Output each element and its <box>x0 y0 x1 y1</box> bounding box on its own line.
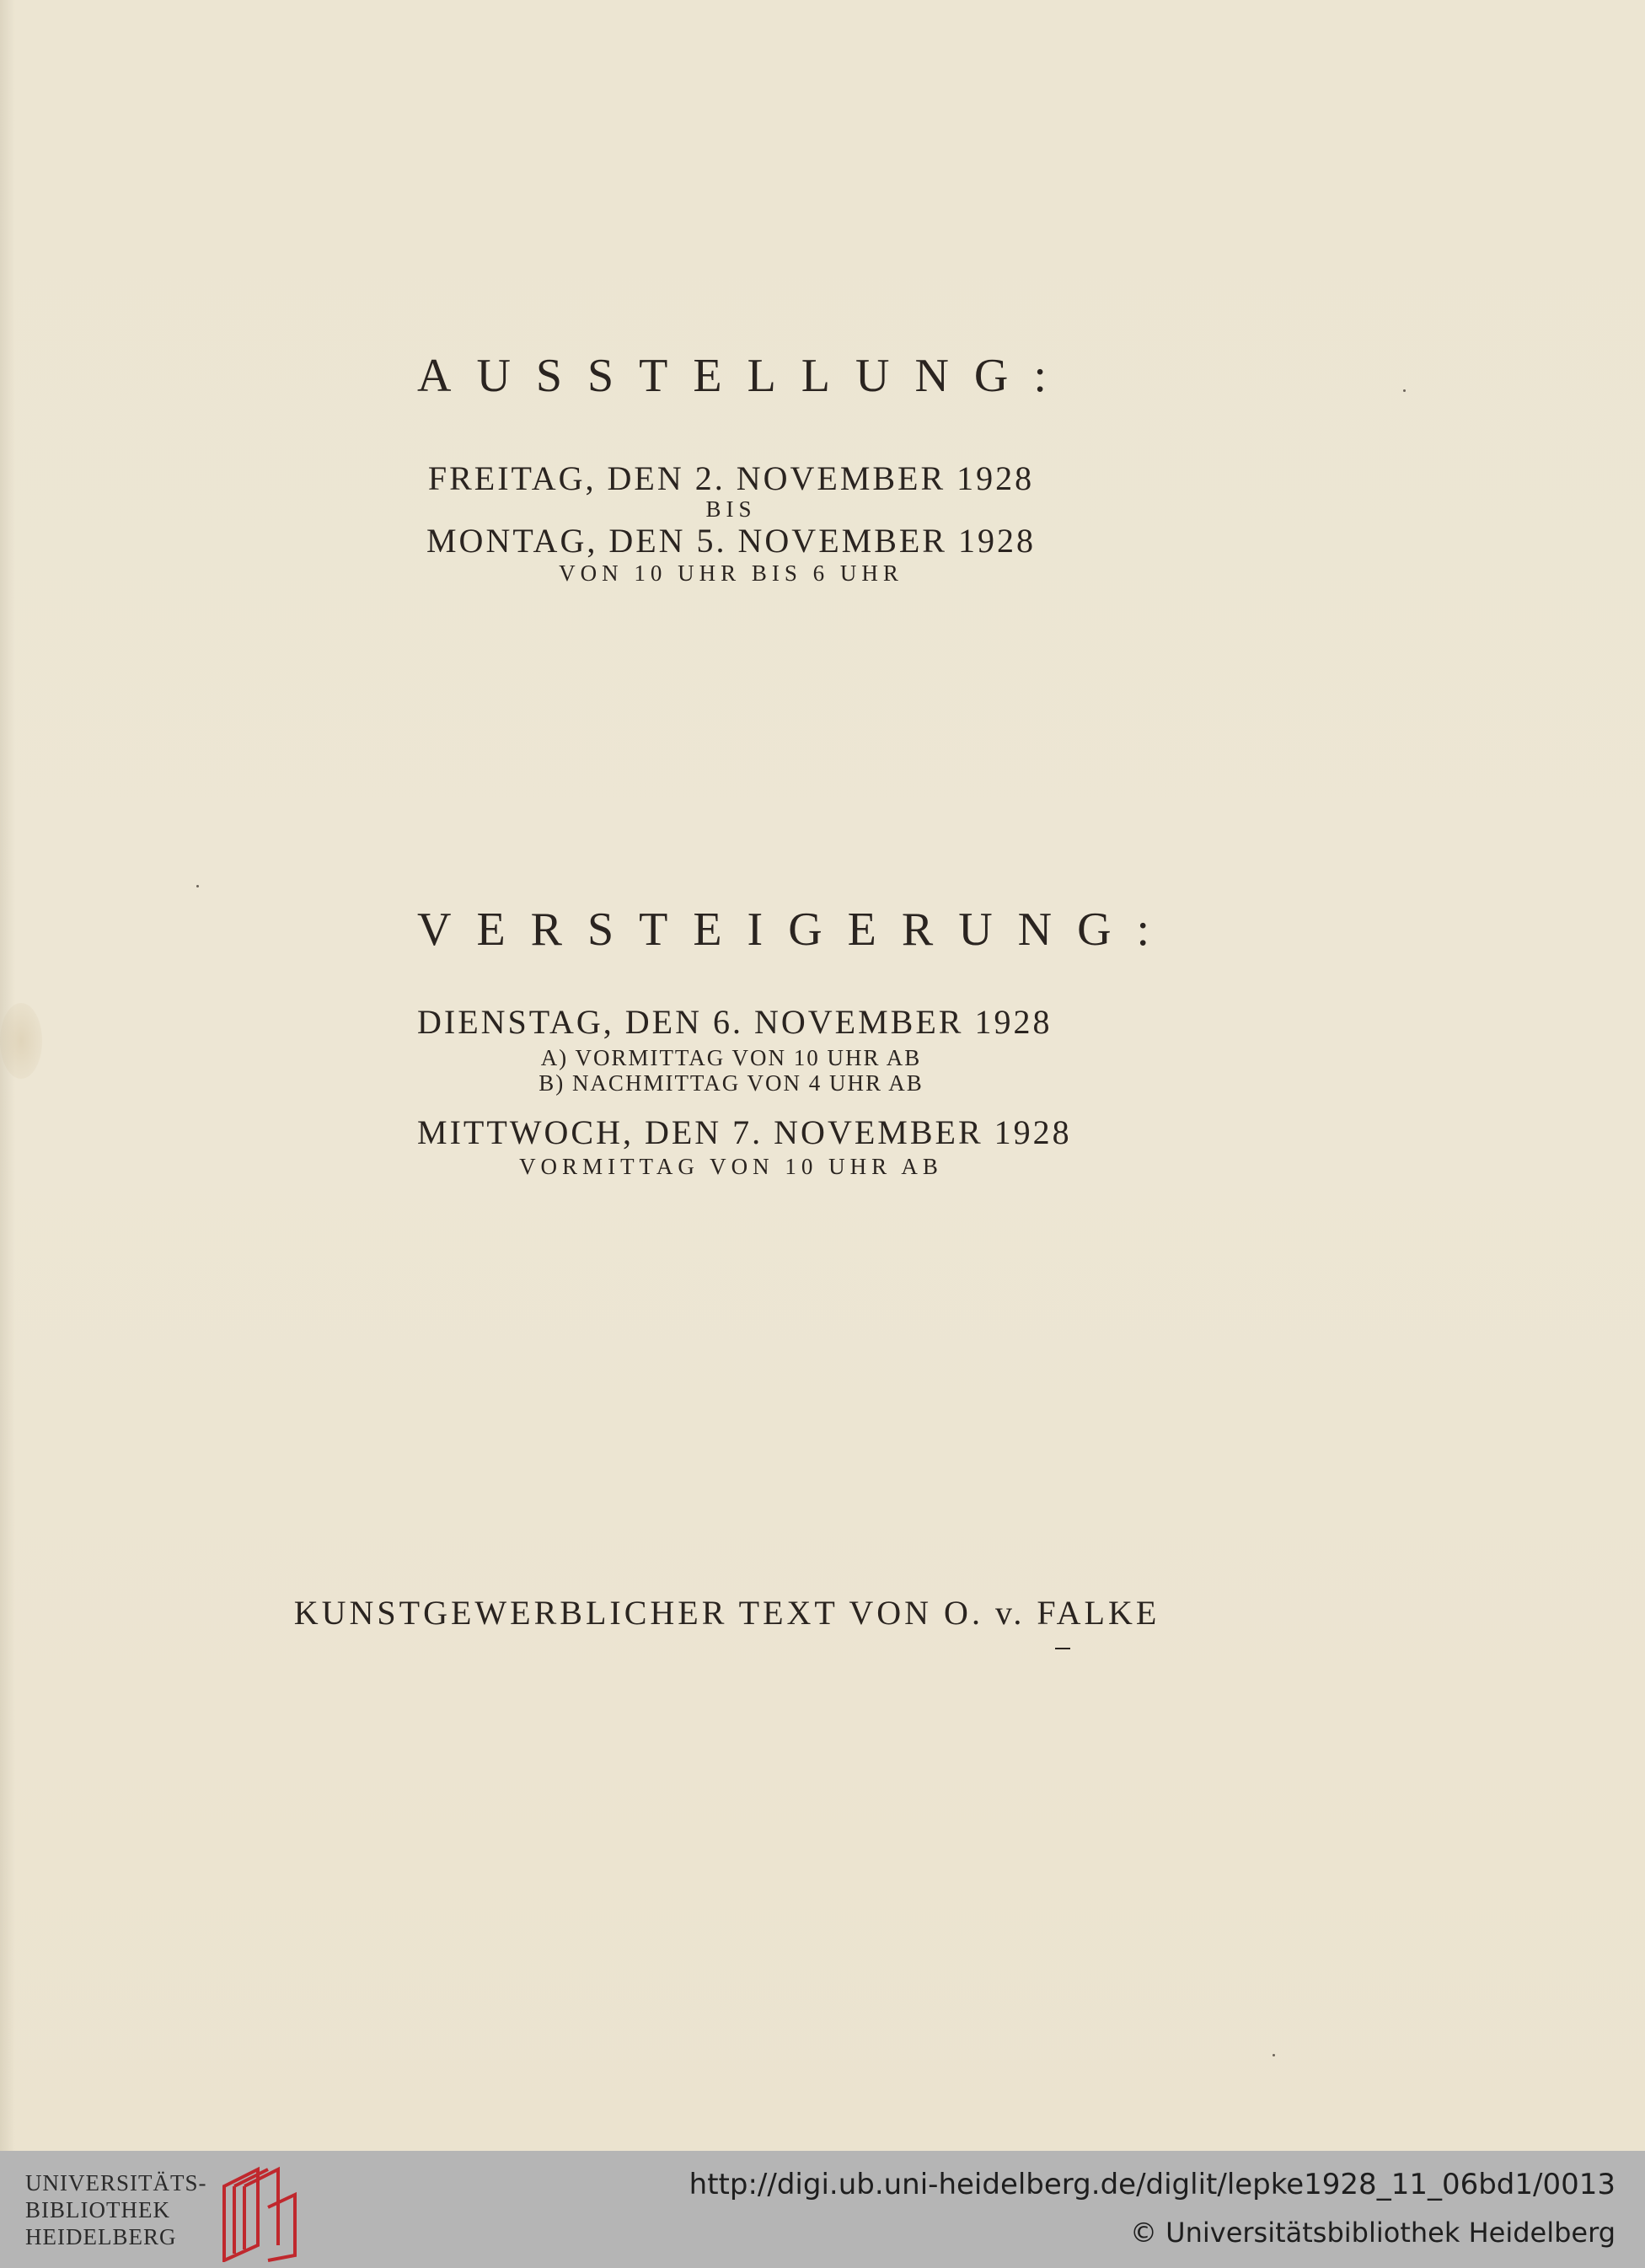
permalink-url[interactable]: http://digi.ub.uni-heidelberg.de/diglit/lepke1928_11_06bd1/0013 <box>689 2168 1616 2201</box>
library-name-line2: BIBLIOTHEK <box>25 2197 170 2222</box>
auction-day2: MITTWOCH, DEN 7. NOVEMBER 1928 <box>417 1113 1072 1152</box>
paper-speck <box>1403 389 1406 392</box>
auction-day1: DIENSTAG, DEN 6. NOVEMBER 1928 <box>417 1003 1053 1041</box>
paper-speck <box>1273 2054 1275 2056</box>
paper-speck <box>196 885 199 887</box>
exhibition-bis: BIS <box>705 496 757 522</box>
exhibition-section <box>417 350 1072 586</box>
exhibition-end-date: MONTAG, DEN 5. NOVEMBER 1928 <box>426 521 1036 560</box>
paper-stain <box>0 1003 42 1079</box>
exhibition-hours: VON 10 UHR BIS 6 UHR <box>559 560 903 586</box>
footer-bar <box>0 2151 1645 2268</box>
auction-day1-afternoon: B) NACHMITTAG VON 4 UHR AB <box>539 1070 924 1096</box>
exhibition-start-date: FREITAG, DEN 2. NOVEMBER 1928 <box>427 459 1035 497</box>
auction-day1-morning: A) VORMITTAG VON 10 UHR AB <box>540 1045 922 1070</box>
copyright-notice: © Universitätsbibliothek Heidelberg <box>1129 2217 1616 2249</box>
university-library-logo-icon <box>217 2161 302 2262</box>
library-name <box>25 2169 207 2250</box>
library-name-line1: UNIVERSITÄTS- <box>25 2170 207 2196</box>
auction-section <box>417 903 1176 1180</box>
underline-mark <box>1055 1648 1070 1649</box>
auction-day2-morning: VORMITTAG VON 10 UHR AB <box>519 1154 943 1180</box>
text-credit: KUNSTGEWERBLICHER TEXT VON O. v. FALKE <box>293 1594 1160 1632</box>
auction-heading: VERSTEIGERUNG: <box>417 903 1176 956</box>
exhibition-heading: AUSSTELLUNG: <box>417 350 1072 402</box>
library-name-line3: HEIDELBERG <box>25 2224 177 2249</box>
